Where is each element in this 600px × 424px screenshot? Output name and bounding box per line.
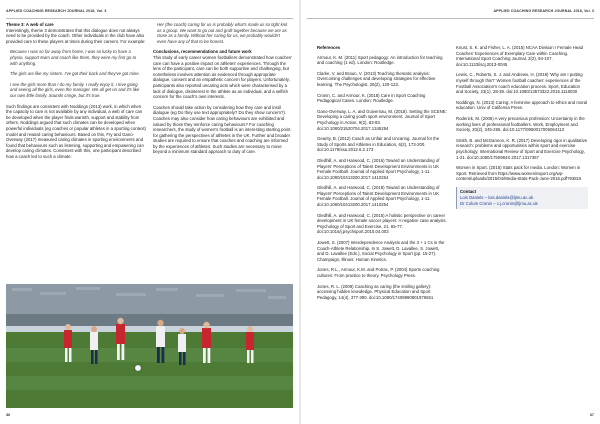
contact-heading: Contact xyxy=(460,188,476,194)
reference-item: Cronin, C. and Armour, K. (2018) Care in Sport Coaching Pedagogical Cases. London: Routledge. xyxy=(317,92,426,104)
reference-item: Knust, S. K. and Fisher, L. A. (2015) NCAA Division I Female Head Coaches' Experiences of Exemplary Care within Coaching. International Sport Coaching Journal, 2(2), 94-107. doi:10.1123/iscj.2013-0045 xyxy=(456,45,584,67)
section-heading: Conclusions, recommendations and future work xyxy=(153,49,252,55)
reference-item: Gledhill, A. and Harwood, C. (2018) Toward an Understanding of Players' Perceptions of Talent Development Environments in UK Female Football. Journal of Applied Sport Psychology, 1-11. doi:10.1080/10413200.2017.1410254 xyxy=(317,185,440,208)
page-number: 37 xyxy=(589,413,594,417)
reference-item: Lewis, C., Roberts, S. J. and Andrews, H. (2018) 'Why am I putting myself through this?' Women football coaches' experiences of the Football Association's coach education process. Sport, Education and Society, 23(1), 28-39. doi:10.1080/13573322.2015.1118030 xyxy=(456,72,583,95)
reference-item: Gledhill, A. and Harwood, C. (2015) A holistic perspective on career development in UK female soccer players: A negative case analysis. Psychology of Sport and Exercise, 21, 65-77. doi:10.1016/j.psychsport.2015.04.003 xyxy=(317,212,447,235)
header-rule xyxy=(307,18,594,19)
left-page xyxy=(0,0,299,424)
right-page xyxy=(301,0,600,424)
reference-item: Armour, K. M. (2011) Sport pedagogy: An introduction for teaching and coaching (1 ed). London: Routledge. xyxy=(317,54,443,66)
football-match-photo xyxy=(6,284,293,408)
reference-item: Gano-Overway, L. A. and Guivernau, M. (2018). Setting the SCENE: Developing a caring youth sport environment. Journal of Sport Psychology in Action, 9(2), 83-93. doi:10.1080/21520704.2017.1345294 xyxy=(317,108,447,131)
quotes-block xyxy=(6,49,146,98)
column-4 xyxy=(456,45,588,413)
reference-item: Noddings, N. (2013) Caring: A feminine approach to ethics and moral education. Univ of California Press. xyxy=(456,99,588,111)
participant-quote: I see the girls more than I do my family. I really enjoy it, I love going and seeing all the girls, even the manager. We all get on and it's like our own little family. Sounds cringe, but it's true. xyxy=(10,81,140,98)
references-heading: References xyxy=(317,45,341,50)
paragraph: Coaches should take action by considering how they care and instil dialogue (eg Do they use text appropriately? Do they show concern?). Coaches may also consider how caring behaviours are exhibited and valued by those they reinforce caring behaviours? For coaching researchers, the study of women's football is an interesting starting point for gathering the perspectives of athletes in the UK. Further and broader studies are required to ensure that coaches and coaching are informed by the experiences of athletes. Such studies are necessary to move beyond a minimum standard approach to duty of care. xyxy=(153,104,291,155)
reference-item: Clarke, V. and Braun, V. (2013) Teaching thematic analysis: Overcoming challenges and developing strategies for effective learning. The Psychologist, 26(2), 120-123. xyxy=(317,70,436,87)
football-match-illustration xyxy=(6,284,293,408)
paragraph: This study of early career women footballers demonstrated how coaches' care can have a positive impact on athletes' experiences. Through the lens of the participant, care can be both supportive and challenging, but nonetheless involves attention as evidenced through appropriate dialogue, consent and an empathetic concern for players. Unfortunately, participants also reported uncaring acts which were characterised by a lack of dialogue, disinterest in the athlete as an individual, and a selfish concern for the coach's own interests. xyxy=(153,54,292,100)
quote-block xyxy=(153,22,293,44)
section-heading: Theme 3: A web of care xyxy=(6,22,54,27)
paragraph: Such findings are consistent with Noddings (2013) work, in which when the capacity to care is not available by any individual, a web of care can be developed when the player finds warmth, support and stability from others. Noddings argued that such climates can be developed when powerful individuals (eg coaches or popular athletes in a sporting context) model and reward caring behaviours. Based on this, Fry and Gano-Overway (2017) measured caring climates in sporting environments and found that behaviours such as listening, supporting and empowering can develop caring climates. Consistent with this, one participant described how a coach led to such a climate: xyxy=(6,103,146,159)
participant-quote: Her (the coach) caring for us is probably what's made us so tight knit as a group. We want to go out and graft together because we are as close as a family. Without her caring for us, we probably wouldn't even have any of that to be honest. xyxy=(157,22,288,44)
reference-item: Gearity, B. (2012) Coach as Unfair and Uncaring. Journal for the Study of Sports and Athletes in Education, 6(2), 173-200. doi:10.1179/ssa.2012.6.2.173 xyxy=(317,136,440,153)
contact-email-link[interactable]: Lois Daniels – lois.daniels@ljmu.ac.uk xyxy=(460,195,534,201)
reference-item: Smith, B. and McGannon, K. R. (2017) Developing rigor in qualitative research: problems and opportunities within sport and exercise psychology. International Review of Sport and Exercise Psychology, 1-21. doi:10.1080/1750984X.2017.1317357 xyxy=(456,137,588,160)
reference-item: Jones, R. L. (2009) Coaching as caring (the smiling gallery): accessing hidden knowledge. Physical Education and Sport Pedagogy, 14(4), 377-390. doi:10.1080/17408980801976551 xyxy=(317,283,434,300)
reference-item: Jones, R.L., Armour, K.M. and Potrac, P. (2004) Sports coaching cultures: From practice to theory. Psychology Press. xyxy=(317,267,440,278)
journal-title: APPLIED COACHING RESEARCH JOURNAL 2018, Vol. 3 xyxy=(493,9,594,13)
reference-item: Roderick, M. (2006) A very precarious profession: Uncertainty in the working lives of professional footballers. Work, Employment and Society, 20(2), 245-265. doi:10.1177/0950017006064113 xyxy=(456,115,585,133)
page-number: 36 xyxy=(6,413,11,417)
contact-email-link[interactable]: Dr Colum Cronin – c.j.cronin@ljmu.ac.uk xyxy=(460,201,538,207)
participant-quote: The girls are like my sisters. I've got their back and they've got mine. xyxy=(10,71,140,77)
reference-item: Gledhill, A. and Harwood, C. (2016) Toward an Understanding of Players' Perceptions of Talent Development Environments in UK Female Football. Journal of Applied Sport Psychology, 1-11. doi:10.1080/10413200.2017.1410254 xyxy=(317,157,440,180)
paragraph: Interestingly, theme 3 demonstrates that this dialogue does not always need to be provided by the coach. Other individuals in the club have also provided care to these players at times during their careers. For example: xyxy=(6,27,146,44)
journal-title: APPLIED COACHING RESEARCH JOURNAL 2018, Vol. 3 xyxy=(6,9,107,13)
column-3 xyxy=(317,45,447,413)
participant-quote: Because I was so far away from home, I was so lucky to have a physio, support team and coach like them, they were my first go to with anything. xyxy=(10,49,137,66)
running-head xyxy=(307,9,594,17)
running-head xyxy=(6,9,293,17)
header-rule xyxy=(6,18,293,19)
reference-item: Women in Sport. (2015) Stats pack for media. London: Women in Sport. Retrieved from https://www.womeninsport.org/wp-content/uploads/2015/04/Media-Stats-Pack-June-2015.pdf?93815 xyxy=(456,165,582,182)
contact-box xyxy=(456,187,588,209)
reference-item: Jowett, S. (2007) Interdependence Analysis and the 3 + 1 Cs in the Coach-Athlete Relationship. In S. Jowett, D. Lavallee, S. Jowett, and D. Lavallee (Eds.), Social Psychology in Sport (pp. 15-27). Champaign, Illinois: Human Kinetics. xyxy=(317,240,445,262)
column-2 xyxy=(153,22,293,280)
column-1 xyxy=(6,22,146,280)
